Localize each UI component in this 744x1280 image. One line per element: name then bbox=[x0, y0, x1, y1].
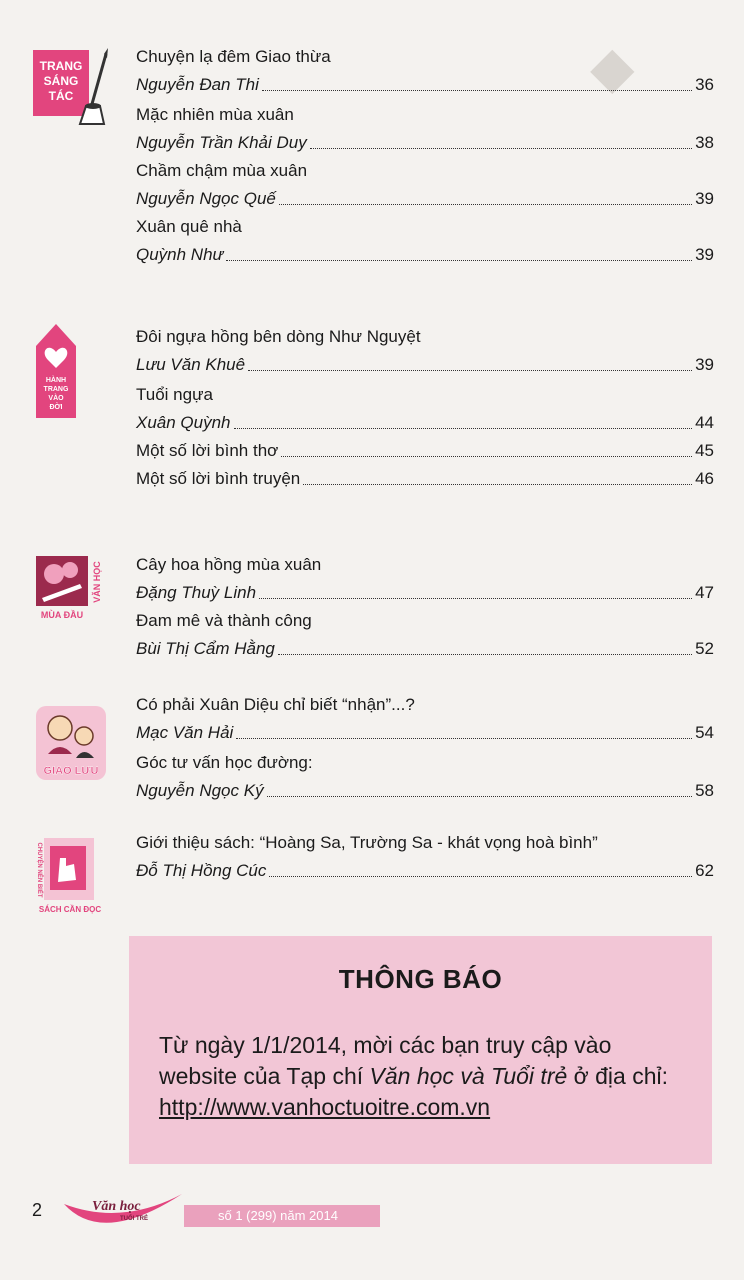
svg-text:ĐỜI: ĐỜI bbox=[49, 404, 63, 411]
svg-text:MÙA ĐẦU: MÙA ĐẦU bbox=[40, 610, 84, 620]
trang-sang-tac-icon bbox=[30, 46, 108, 126]
entry-title: Cây hoa hồng mùa xuân bbox=[136, 555, 322, 574]
svg-text:SÁCH CẦN ĐỌC: SÁCH CẦN ĐỌC bbox=[38, 905, 102, 914]
magazine-logo bbox=[62, 1186, 192, 1251]
notice-text: website của Tạp chí bbox=[159, 1063, 370, 1089]
dot-leader bbox=[269, 875, 692, 877]
svg-text:TRANG: TRANG bbox=[43, 386, 69, 393]
entry-title: Đôi ngựa hồng bên dòng Như Nguyệt bbox=[136, 327, 421, 346]
toc-entry[interactable] bbox=[136, 694, 714, 744]
entry-title: Một số lời bình thơ bbox=[136, 441, 279, 460]
entry-page: 62 bbox=[695, 861, 714, 880]
entry-title: Có phải Xuân Diệu chỉ biết “nhận”...? bbox=[136, 695, 415, 714]
entry-page: 58 bbox=[695, 781, 714, 800]
entry-title: Góc tư vấn học đường: bbox=[136, 753, 313, 772]
svg-text:GIAO LƯU: GIAO LƯU bbox=[43, 765, 99, 777]
entry-author: Nguyễn Ngọc Quế bbox=[136, 189, 276, 208]
dot-leader bbox=[310, 147, 692, 149]
entry-page: 39 bbox=[695, 245, 714, 264]
toc-entry[interactable] bbox=[136, 46, 714, 96]
toc-entry[interactable] bbox=[136, 160, 714, 210]
dot-leader bbox=[278, 653, 692, 655]
entry-title: Chầm chậm mùa xuân bbox=[136, 161, 308, 180]
entry-page: 39 bbox=[695, 189, 714, 208]
svg-text:VÀO: VÀO bbox=[48, 395, 64, 402]
notice-body bbox=[159, 1030, 699, 1123]
svg-text:Văn học: Văn học bbox=[92, 1199, 141, 1214]
entry-title: Xuân quê nhà bbox=[136, 217, 242, 236]
svg-text:HÀNH: HÀNH bbox=[45, 377, 67, 384]
svg-text:CHUYỆN NÊN BIẾT: CHUYỆN NÊN BIẾT bbox=[36, 842, 42, 898]
dot-leader bbox=[267, 795, 693, 797]
page-number: 2 bbox=[32, 1200, 43, 1220]
entry-page: 45 bbox=[695, 441, 714, 460]
svg-text:TRANG: TRANG bbox=[39, 59, 83, 73]
show-through-decoration: ◆ bbox=[590, 35, 635, 100]
notice-line bbox=[159, 1061, 699, 1092]
dot-leader bbox=[281, 455, 692, 457]
entry-page: 46 bbox=[695, 469, 714, 488]
entry-author: Lưu Văn Khuê bbox=[136, 355, 246, 374]
toc-entry[interactable] bbox=[136, 554, 714, 604]
toc-entry[interactable] bbox=[136, 384, 714, 434]
svg-text:VĂN HỌC: VĂN HỌC bbox=[92, 561, 102, 603]
dot-leader bbox=[236, 737, 692, 739]
entry-title: Đam mê và thành công bbox=[136, 611, 312, 630]
entry-title: Mặc nhiên mùa xuân bbox=[136, 105, 294, 124]
entry-page: 36 bbox=[695, 75, 714, 94]
entry-author: Quỳnh Như bbox=[136, 245, 224, 264]
dot-leader bbox=[248, 369, 692, 371]
svg-text:TÁC: TÁC bbox=[48, 89, 74, 103]
website-link[interactable]: http://www.vanhoctuoitre.com.vn bbox=[159, 1094, 491, 1120]
toc-entry[interactable] bbox=[136, 216, 714, 266]
notice-text: ở địa chỉ: bbox=[567, 1063, 669, 1089]
entry-author: Mạc Văn Hải bbox=[136, 723, 234, 742]
entry-page: 38 bbox=[695, 133, 714, 152]
dot-leader bbox=[226, 259, 692, 261]
dot-leader bbox=[259, 597, 692, 599]
toc-entry[interactable] bbox=[136, 326, 714, 376]
toc-entry[interactable] bbox=[136, 610, 714, 660]
giao-luu-icon bbox=[34, 702, 108, 784]
toc-entry[interactable] bbox=[136, 832, 714, 882]
entry-page: 39 bbox=[695, 355, 714, 374]
toc-entry[interactable] bbox=[136, 752, 714, 802]
dot-leader bbox=[303, 483, 692, 485]
dot-leader bbox=[279, 203, 692, 205]
hanh-trang-vao-doi-icon bbox=[34, 322, 78, 422]
entry-page: 44 bbox=[695, 413, 714, 432]
entry-author: Nguyễn Trần Khải Duy bbox=[136, 133, 307, 152]
entry-author: Bùi Thị Cẩm Hằng bbox=[136, 639, 275, 658]
svg-text:SÁNG: SÁNG bbox=[43, 74, 79, 88]
entry-page: 47 bbox=[695, 583, 714, 602]
entry-title: Giới thiệu sách: “Hoàng Sa, Trường Sa - khát vọng hoà bình” bbox=[136, 833, 598, 852]
entry-title: Một số lời bình truyện bbox=[136, 469, 301, 488]
entry-author: Nguyễn Ngọc Ký bbox=[136, 781, 264, 800]
entry-author: Nguyễn Đan Thi bbox=[136, 75, 259, 94]
entry-title: Chuyện lạ đêm Giao thừa bbox=[136, 47, 331, 66]
entry-author: Đặng Thuỳ Linh bbox=[136, 583, 257, 602]
notice-box bbox=[129, 936, 712, 1164]
entry-title: Tuổi ngựa bbox=[136, 385, 213, 404]
dot-leader bbox=[262, 89, 692, 91]
issue-band: số 1 (299) năm 2014 bbox=[184, 1205, 380, 1227]
notice-line: Từ ngày 1/1/2014, mời các bạn truy cập vào bbox=[159, 1032, 612, 1058]
entry-author: Xuân Quỳnh bbox=[136, 413, 231, 432]
notice-title: THÔNG BÁO bbox=[338, 964, 503, 994]
magazine-name: Văn học và Tuổi trẻ bbox=[369, 1063, 568, 1089]
toc-entry[interactable] bbox=[136, 104, 714, 154]
sach-can-doc-icon bbox=[30, 834, 112, 918]
entry-page: 52 bbox=[695, 639, 714, 658]
entry-page: 54 bbox=[695, 723, 714, 742]
toc-entry[interactable] bbox=[136, 468, 714, 490]
toc-entry[interactable] bbox=[136, 440, 714, 462]
entry-author: Đỗ Thị Hồng Cúc bbox=[136, 861, 267, 880]
svg-text:TUỔI TRẺ: TUỔI TRẺ bbox=[120, 1216, 148, 1222]
dot-leader bbox=[234, 427, 693, 429]
mua-dau-van-hoc-icon bbox=[34, 548, 108, 624]
